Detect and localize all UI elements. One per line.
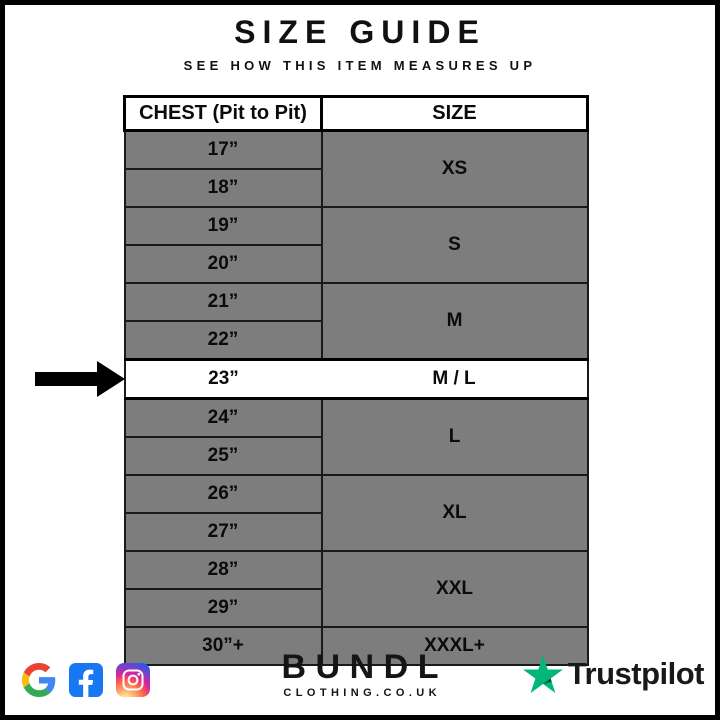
chest-cell: 28” — [125, 551, 322, 589]
size-cell: XS — [322, 131, 588, 208]
chest-cell-highlighted: 23” — [208, 368, 239, 389]
chest-cell: 29” — [125, 589, 322, 627]
size-cell: XXXL+ — [322, 627, 588, 665]
chest-cell: 22” — [125, 321, 322, 360]
chest-cell: 21” — [125, 283, 322, 321]
table-row-highlighted — [125, 360, 588, 399]
column-header-chest: CHEST (Pit to Pit) — [125, 97, 322, 131]
size-cell: XXL — [322, 551, 588, 627]
highlighted-cells — [125, 360, 588, 399]
chest-cell: 30”+ — [125, 627, 322, 665]
table-row — [125, 207, 588, 245]
chest-cell: 19” — [125, 207, 322, 245]
size-cell: XL — [322, 475, 588, 551]
trustpilot-wordmark: Trustpilot — [567, 656, 704, 691]
page-title: SIZE GUIDE — [234, 14, 486, 50]
trustpilot-star-icon — [523, 655, 563, 693]
table-row — [125, 283, 588, 321]
table-row — [125, 399, 588, 438]
size-cell: L — [322, 399, 588, 476]
chest-cell: 27” — [125, 513, 322, 551]
chest-cell: 25” — [125, 437, 322, 475]
chest-cell: 20” — [125, 245, 322, 283]
size-guide-table — [123, 95, 589, 666]
chest-cell: 24” — [125, 399, 322, 438]
trustpilot-logo — [523, 655, 704, 693]
table-row — [125, 475, 588, 513]
column-header-size: SIZE — [322, 97, 588, 131]
size-cell: M — [322, 283, 588, 360]
brand-name: BUNDL — [281, 648, 449, 686]
table-row — [125, 131, 588, 170]
table-header-row — [125, 97, 588, 131]
chest-cell: 17” — [125, 131, 322, 170]
page-subtitle: SEE HOW THIS ITEM MEASURES UP — [183, 58, 537, 73]
arrow-pointer-icon — [35, 360, 125, 398]
table-row — [125, 551, 588, 589]
size-cell-highlighted: M / L — [432, 368, 476, 389]
size-cell: S — [322, 207, 588, 283]
brand-domain: CLOTHING.CO.UK — [283, 687, 441, 699]
chest-cell: 26” — [125, 475, 322, 513]
chest-cell: 18” — [125, 169, 322, 207]
